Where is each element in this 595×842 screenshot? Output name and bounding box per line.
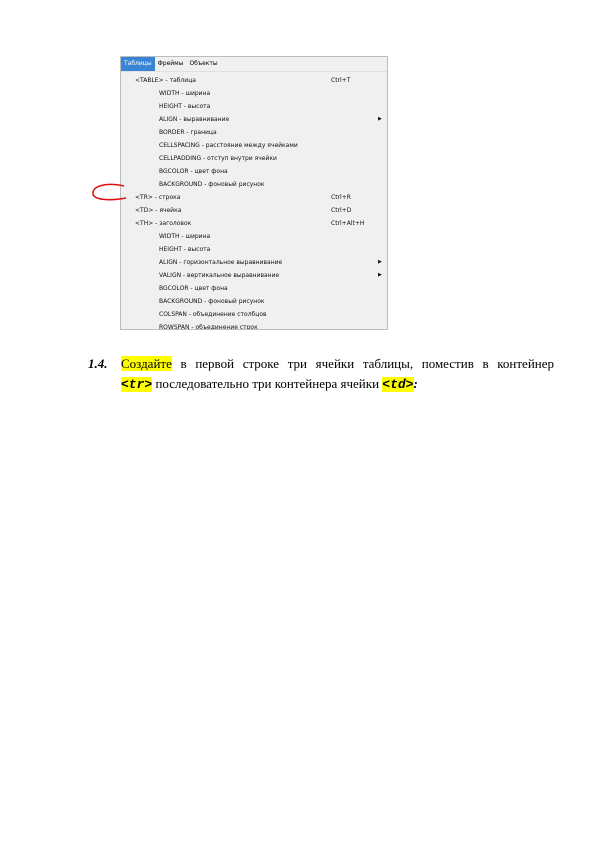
menubar [121,57,387,71]
menu-item[interactable] [121,139,387,152]
menu-item[interactable] [121,295,387,308]
menu-item-label: COLSPAN - объединение столбцов [159,311,267,318]
task-line-1 [121,354,554,374]
menu-objects[interactable]: Объекты [189,60,218,67]
menu-item-shortcut: Ctrl+Alt+H [331,220,365,227]
menu-item-label: BACKGROUND - фоновый рисунок [159,181,265,188]
menu-item-label: WIDTH - ширина [159,90,211,97]
submenu-arrow-icon: ▶ [378,272,382,278]
menu-item[interactable] [121,191,387,204]
menu-item-label: VALIGN - вертикальное выравнивание [159,272,280,279]
menu-item-shortcut: Ctrl+R [331,194,351,201]
menu-item[interactable] [121,308,387,321]
menu-item-label: ALIGN - выравнивание [159,116,230,123]
menu-item[interactable] [121,204,387,217]
line2-text: последовательно три контейнера ячейки [155,376,380,391]
task-line-2 [121,374,418,395]
menu-item[interactable] [121,178,387,191]
menu-item-label: <TR> - строка [135,194,181,201]
create-word-highlight: Создайте [121,356,172,371]
menu-item-label: HEIGHT - высота [159,103,211,110]
menu-frames[interactable]: Фреймы [157,60,184,67]
line1-text: в первой строке три ячейки таблицы, поместив в контейнер [180,356,555,371]
menu-item-label: CELLSPACING - расстояние между ячейками [159,142,298,149]
menu-item-label: ALIGN - горизонтальное выравнивание [159,259,283,266]
menu-item-shortcut: Ctrl+D [331,207,352,214]
menu-item[interactable] [121,217,387,230]
submenu-arrow-icon: ▶ [378,259,382,265]
menu-item-shortcut: Ctrl+T [331,77,351,84]
menu-item-label: CELLPADDING - отступ внутри ячейки [159,155,277,162]
menu-item[interactable] [121,100,387,113]
menu-item-label: WIDTH - ширина [159,233,211,240]
menu-item-label: <TH> - заголовок [135,220,192,227]
menu-item-label: BORDER - граница [159,129,217,136]
submenu-arrow-icon: ▶ [378,116,382,122]
menu-item[interactable] [121,113,387,126]
menu-item-label: <TD> - ячейка [135,207,182,214]
menu-item[interactable] [121,126,387,139]
task-number: 1.4. [88,356,108,371]
trailing-colon: : [413,376,418,391]
tr-tag-highlight: <tr> [121,377,153,392]
menu-item-label: BGCOLOR - цвет фона [159,168,228,175]
menu-item[interactable] [121,152,387,165]
menu-item[interactable] [121,256,387,269]
menu-item-label: <TABLE> - таблица [135,77,196,84]
menu-tables[interactable]: Таблицы [121,57,155,71]
menu-item[interactable] [121,243,387,256]
menu-item[interactable] [121,74,387,87]
menu-item-label: ROWSPAN - объединение строк [159,324,258,330]
menu-item-label: BACKGROUND - фоновый рисунок [159,298,265,305]
td-tag-highlight: <td> [382,377,414,392]
menu-item[interactable] [121,282,387,295]
tables-dropdown-menu [121,71,387,330]
menu-item-label: BGCOLOR - цвет фона [159,285,228,292]
menu-item[interactable] [121,165,387,178]
menu-item[interactable] [121,87,387,100]
menu-item-label: HEIGHT - высота [159,246,211,253]
menu-item[interactable] [121,269,387,282]
menu-screenshot [120,56,388,330]
red-annotation-arc [88,180,128,210]
menu-item[interactable] [121,230,387,243]
menu-item[interactable] [121,321,387,330]
